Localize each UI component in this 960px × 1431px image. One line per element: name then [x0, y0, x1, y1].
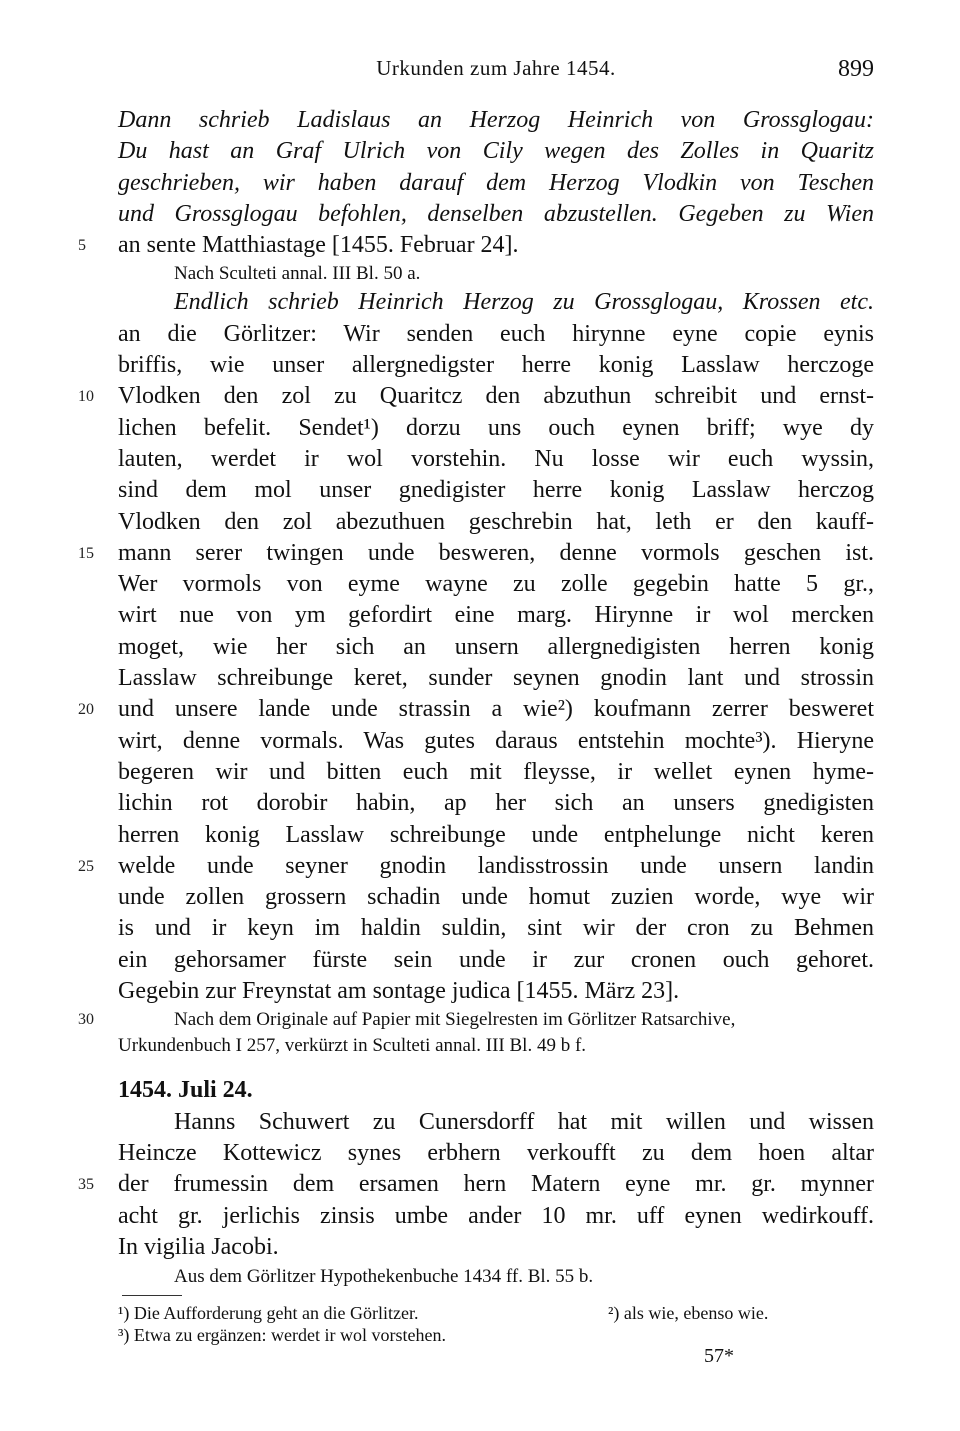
- text-line: [118, 1232, 874, 1263]
- line-number: 10: [78, 388, 94, 406]
- text-line: [78, 230, 874, 261]
- text-line: [118, 882, 874, 913]
- line-text: sind dem mol unser gnedigister herre konig Lasslaw herczog: [118, 477, 874, 504]
- line-text: an sente Matthiastage [1455. Februar 24].: [118, 232, 519, 259]
- line-number: 5: [78, 237, 86, 255]
- text-line: [78, 538, 874, 569]
- line-text: acht gr. jerlichis zinsis umbe ander 10 mr. uff eynen wedirkouff.: [118, 1202, 874, 1229]
- line-text: und unsere lande unde strassin a wie²) koufmann zerrer besweret: [118, 696, 874, 723]
- text-line: [118, 1138, 874, 1169]
- page-number: 899: [838, 56, 874, 82]
- line-text: Gegebin zur Freynstat am sontage judica [1455. März 23].: [118, 978, 680, 1005]
- line-text: Lasslaw schreibunge keret, sunder seynen gnodin lant und strossin: [118, 665, 874, 692]
- text-line: [118, 788, 874, 819]
- footnote-rule: [122, 1295, 182, 1296]
- text-line: [78, 1007, 874, 1033]
- line-number: 35: [78, 1176, 94, 1194]
- main-text: [78, 105, 874, 1291]
- line-text: und Grossglogau befohlen, denselben abzustellen. Gegeben zu Wien: [118, 200, 874, 227]
- text-line: [118, 350, 874, 381]
- text-line: [118, 287, 874, 318]
- text-line: [78, 381, 874, 412]
- text-line: [118, 913, 874, 944]
- text-line: [118, 136, 874, 167]
- line-text: Nach dem Originale auf Papier mit Siegelresten im Görlitzer Ratsarchive,: [174, 1009, 736, 1031]
- text-line: [118, 945, 874, 976]
- line-text: lauten, werdet ir wol vorstehin. Nu losse wir euch wyssin,: [118, 445, 874, 472]
- text-line: [78, 1169, 874, 1200]
- line-text: Aus dem Görlitzer Hypothekenbuche 1434 ff. Bl. 55 b.: [174, 1266, 594, 1288]
- text-line: [118, 569, 874, 600]
- line-text: Vlodken den zol zu Quaritcz den abzuthun schreibit und ernst-: [118, 383, 874, 410]
- line-text: lichen befelit. Sendet¹) dorzu uns ouch eynen briff; wye dy: [118, 414, 874, 441]
- line-text: Dann schrieb Ladislaus an Herzog Heinrich von Grossglogau:: [118, 107, 874, 133]
- line-number: 30: [78, 1011, 94, 1029]
- line-text: herren konig Lasslaw schreibunge unde entphelunge nicht keren: [118, 821, 874, 848]
- line-text: Wer vormols von eyme wayne zu zolle gegebin hatte 5 gr.,: [118, 571, 874, 598]
- text-line: [118, 199, 874, 230]
- line-text: mann serer twingen unde besweren, denne vormols geschen ist.: [118, 539, 874, 566]
- text-line: [118, 261, 874, 287]
- text-line: [118, 105, 874, 136]
- text-line: [78, 851, 874, 882]
- footnotes: [118, 1295, 874, 1346]
- line-text: moget, wie her sich an unsern allergnedigisten herren konig: [118, 633, 874, 660]
- text-line: [118, 1107, 874, 1138]
- line-text: der frumessin dem ersamen hern Matern eyne mr. gr. mynner: [118, 1171, 874, 1198]
- text-line: [118, 1263, 874, 1291]
- line-text: Du hast an Graf Ulrich von Cily wegen des Zolles in Quaritz: [118, 138, 874, 165]
- text-line: [118, 507, 874, 538]
- text-line: [118, 1201, 874, 1232]
- line-text: briffis, wie unser allergnedigster herre konig Lasslaw herczoge: [118, 352, 874, 379]
- footnote-row: [118, 1324, 874, 1346]
- line-text: wirt nue von ym gefordirt eine marg. Hirynne ir wol mercken: [118, 602, 874, 629]
- line-text: Endlich schrieb Heinrich Herzog zu Grossglogau, Krossen etc.: [174, 289, 874, 316]
- line-text: ein gehorsamer fürste sein unde ir zur cronen ouch gehoret.: [118, 946, 874, 973]
- footnote-3: ³) Etwa zu ergänzen: werdet ir wol vorstehen.: [118, 1325, 446, 1345]
- line-number: 25: [78, 857, 94, 875]
- text-line: [78, 694, 874, 725]
- line-text: lichin rot dorobir habin, ap her sich an unsers gnedigisten: [118, 790, 874, 817]
- text-line: [118, 168, 874, 199]
- document-date: [118, 1075, 874, 1106]
- line-number: 20: [78, 701, 94, 719]
- line-number: 15: [78, 544, 94, 562]
- line-text: Urkundenbuch I 257, verkürzt in Sculteti annal. III Bl. 49 b f.: [118, 1035, 587, 1057]
- text-line: [118, 413, 874, 444]
- line-text: an die Görlitzer: Wir senden euch hirynne eyne copie eynis: [118, 320, 874, 347]
- line-text: wirt, denne vormals. Was gutes daraus entstehin mochte³). Hieryne: [118, 727, 874, 754]
- text-line: [118, 600, 874, 631]
- text-line: [118, 726, 874, 757]
- text-line: [118, 663, 874, 694]
- text-line: [118, 1033, 874, 1059]
- line-text: unde zollen grossern schadin unde homut zuzien worde, wye wir: [118, 884, 874, 911]
- line-text: geschrieben, wir haben darauf dem Herzog Vlodkin von Teschen: [118, 169, 874, 196]
- line-text: Heincze Kottewicz synes erbhern verkoufft zu dem hoen altar: [118, 1139, 874, 1166]
- footnote-row: [118, 1302, 874, 1324]
- text-line: [118, 444, 874, 475]
- line-text: is und ir keyn im haldin suldin, sint wir der cron zu Behmen: [118, 915, 874, 942]
- line-text: Hanns Schuwert zu Cunersdorff hat mit willen und wissen: [174, 1108, 874, 1135]
- footnote-2: ²) als wie, ebenso wie.: [608, 1303, 769, 1323]
- text-line: [118, 632, 874, 663]
- line-text: In vigilia Jacobi.: [118, 1233, 279, 1260]
- text-line: [118, 757, 874, 788]
- line-text: 1454. Juli 24.: [118, 1077, 253, 1104]
- line-text: Nach Sculteti annal. III Bl. 50 a.: [174, 263, 421, 285]
- text-line: [118, 319, 874, 350]
- signature-mark: 57*: [704, 1345, 734, 1367]
- line-text: Vlodken den zol abezuthuen geschrebin hat, leth er den kauff-: [118, 508, 874, 535]
- text-line: [118, 820, 874, 851]
- line-text: welde unde seyner gnodin landisstrossin unde unsern landin: [118, 852, 874, 879]
- text-line: [118, 475, 874, 506]
- running-title: Urkunden zum Jahre 1454.: [376, 56, 616, 80]
- footnote-1: ¹) Die Aufforderung geht an die Görlitzer.: [118, 1303, 419, 1323]
- text-line: [118, 976, 874, 1007]
- page-header: [118, 56, 874, 84]
- line-text: begeren wir und bitten euch mit fleysse, ir wellet eynen hyme-: [118, 758, 874, 785]
